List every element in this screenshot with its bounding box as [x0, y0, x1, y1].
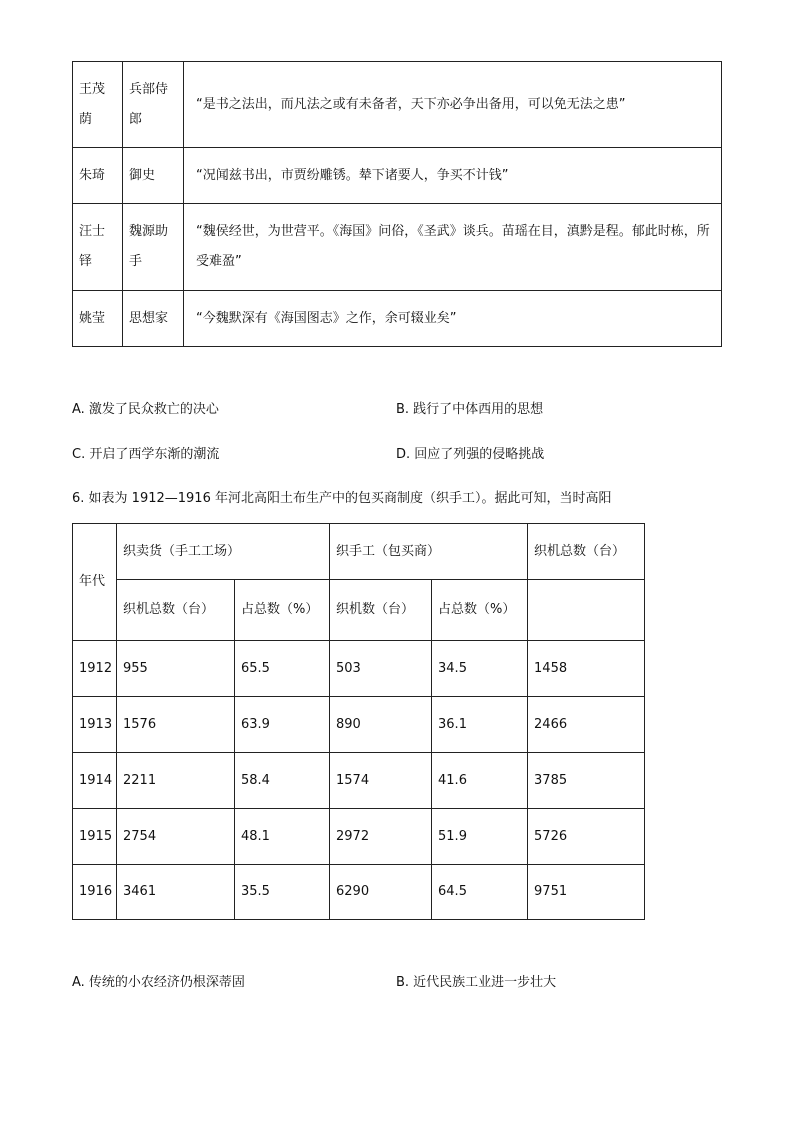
- table-cell: 51.9: [432, 809, 528, 865]
- table-cell: 2754: [117, 809, 235, 865]
- table-row: [73, 291, 722, 347]
- data-table: [72, 523, 645, 920]
- table-cell: 2972: [330, 809, 432, 865]
- person-role: 思想家: [123, 291, 184, 347]
- option-a[interactable]: A. 传统的小农经济仍根深蒂固: [72, 975, 245, 990]
- table-cell: 65.5: [235, 641, 330, 697]
- table-cell: 3785: [528, 753, 645, 809]
- table-cell: 63.9: [235, 697, 330, 753]
- table-cell: 1915: [73, 809, 117, 865]
- table-row: [73, 809, 645, 865]
- table-cell: 2211: [117, 753, 235, 809]
- quote-text: “魏侯经世，为世营平。《海国》问俗，《圣武》谈兵。苗瑶在目，滇黔是程。郁此时栋，所受难盈”: [184, 204, 722, 291]
- table-cell: 35.5: [235, 865, 330, 920]
- table-row: [73, 753, 645, 809]
- empty-cell: [528, 580, 645, 641]
- quote-text: “今魏默深有《海国图志》之作，余可辍业矣”: [184, 291, 722, 347]
- option-a[interactable]: A. 激发了民众救亡的决心: [72, 402, 219, 417]
- table-cell: 1916: [73, 865, 117, 920]
- table-cell: 36.1: [432, 697, 528, 753]
- table-cell: 9751: [528, 865, 645, 920]
- column-header: 织机总数（台）: [117, 580, 235, 641]
- person-role: 御史: [123, 148, 184, 204]
- table-row: [73, 204, 722, 291]
- table-cell: 1458: [528, 641, 645, 697]
- person-name: 王茂荫: [73, 62, 123, 148]
- table-cell: 2466: [528, 697, 645, 753]
- table-row: [73, 865, 645, 920]
- quote-text: “况闻兹书出，市贾纷雕锈。辇下诸要人，争买不计钱”: [184, 148, 722, 204]
- column-header: 占总数（%）: [235, 580, 330, 641]
- table-cell: 1913: [73, 697, 117, 753]
- table-cell: 1574: [330, 753, 432, 809]
- table-cell: 58.4: [235, 753, 330, 809]
- column-header: 织机数（台）: [330, 580, 432, 641]
- table-cell: 3461: [117, 865, 235, 920]
- option-d[interactable]: D. 回应了列强的侵略挑战: [396, 447, 545, 462]
- table-cell: 503: [330, 641, 432, 697]
- person-role: 兵部侍郎: [123, 62, 184, 148]
- column-group-header: 织卖货（手工工场）: [117, 524, 330, 580]
- table-cell: 1914: [73, 753, 117, 809]
- table-cell: 6290: [330, 865, 432, 920]
- column-group-header: 织手工（包买商）: [330, 524, 528, 580]
- quote-table: [72, 61, 722, 347]
- table-cell: 1912: [73, 641, 117, 697]
- table-cell: 890: [330, 697, 432, 753]
- option-b[interactable]: B. 近代民族工业进一步壮大: [396, 975, 557, 990]
- table-cell: 1576: [117, 697, 235, 753]
- table-header-row: [73, 524, 645, 580]
- column-header: 占总数（%）: [432, 580, 528, 641]
- option-c[interactable]: C. 开启了西学东渐的潮流: [72, 447, 220, 462]
- table-subheader-row: [73, 580, 645, 641]
- year-header: 年代: [73, 524, 117, 641]
- table-cell: 41.6: [432, 753, 528, 809]
- table-row: [73, 697, 645, 753]
- quote-text: “是书之法出，而凡法之或有未备者，天下亦必争出备用，可以免无法之患”: [184, 62, 722, 148]
- column-group-header: 织机总数（台）: [528, 524, 645, 580]
- table-cell: 5726: [528, 809, 645, 865]
- person-name: 朱琦: [73, 148, 123, 204]
- table-cell: 64.5: [432, 865, 528, 920]
- table-cell: 34.5: [432, 641, 528, 697]
- person-name: 汪士铎: [73, 204, 123, 291]
- table-cell: 955: [117, 641, 235, 697]
- table-cell: 48.1: [235, 809, 330, 865]
- question-stem: 6. 如表为 1912—1916 年河北高阳土布生产中的包买商制度（织手工）。据此可知，当时高阳: [72, 491, 612, 506]
- table-row: [73, 62, 722, 148]
- option-b[interactable]: B. 践行了中体西用的思想: [396, 402, 544, 417]
- table-row: [73, 148, 722, 204]
- table-row: [73, 641, 645, 697]
- person-role: 魏源助手: [123, 204, 184, 291]
- person-name: 姚莹: [73, 291, 123, 347]
